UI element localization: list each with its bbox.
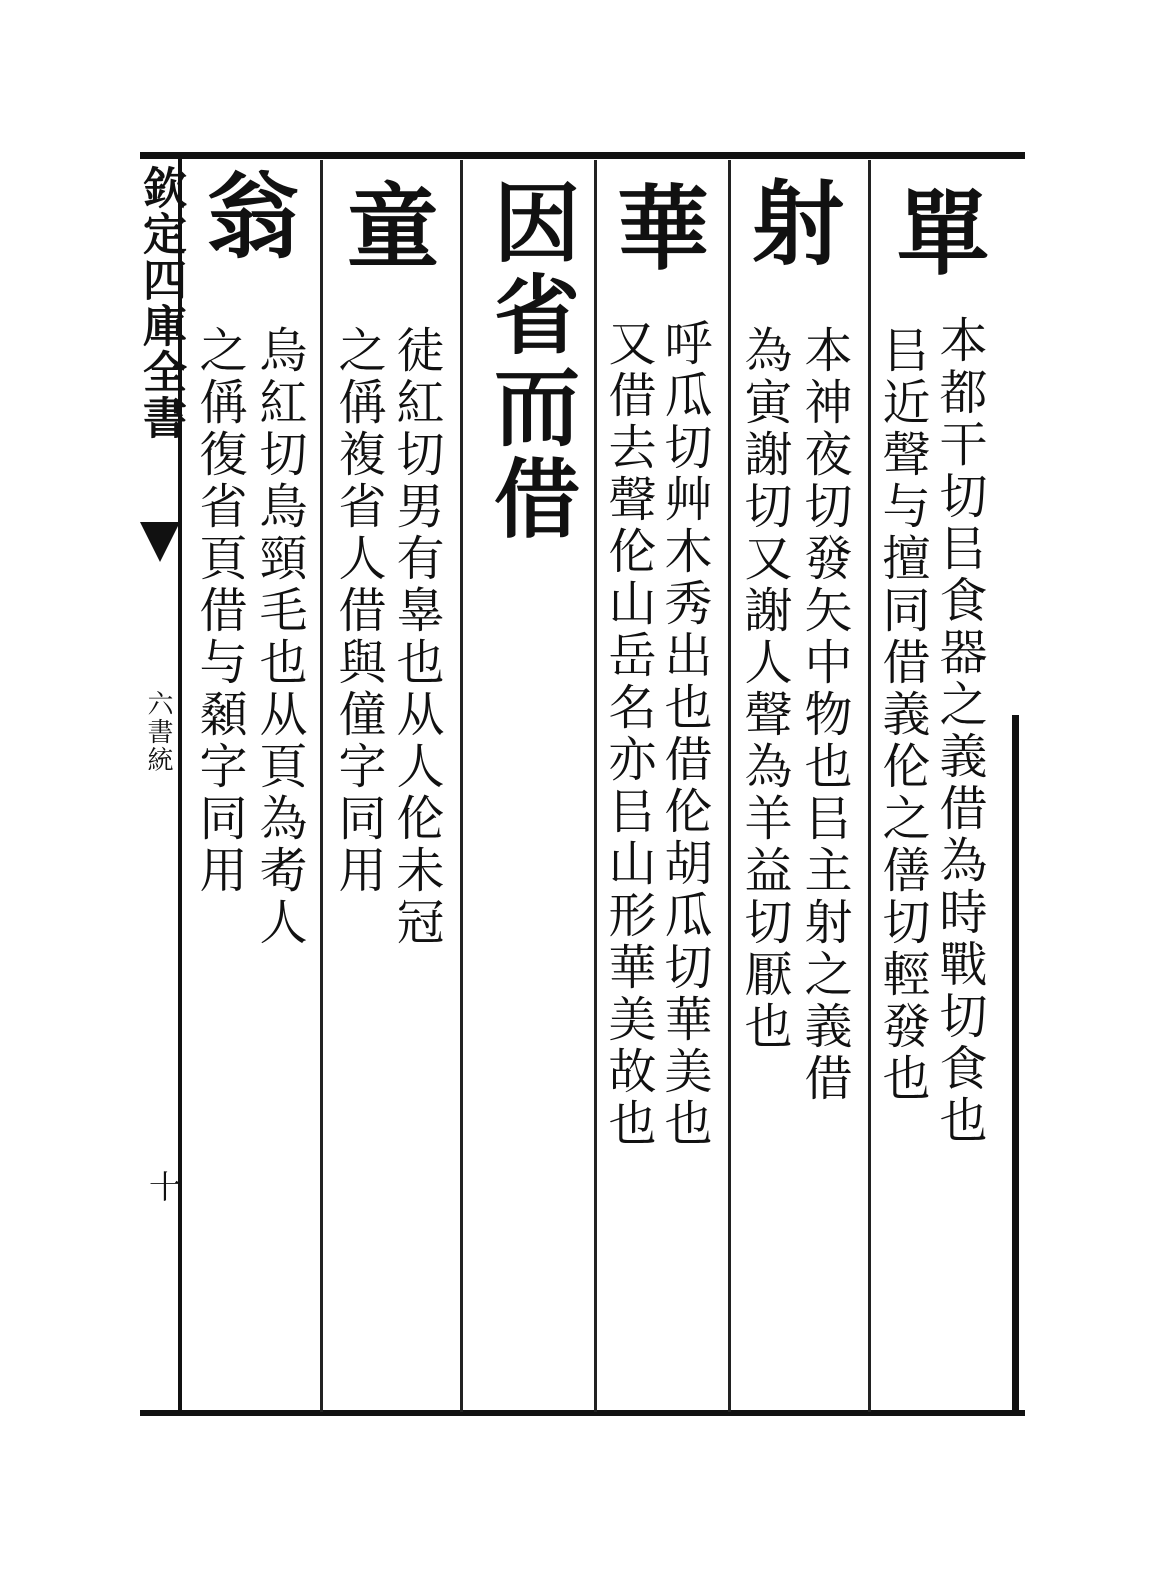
entry-text-line: 之偁復省頁借与顙字同用 (191, 325, 247, 897)
seal-character: 射 (737, 175, 845, 271)
book-title: 欽定四庫全書 (135, 165, 186, 441)
column-divider (594, 160, 597, 1412)
right-border (1012, 715, 1019, 1415)
seal-character: 翁 (192, 168, 300, 264)
entry-text-line: 本都干切㠯食器之義借為時戰切食也 (931, 315, 987, 1147)
top-border (140, 152, 1025, 159)
entry-text-line: 為寅謝切又謝人聲為羊益切厭也 (736, 325, 792, 1053)
entry-text-line: 之偁複省人借與僮字同用 (330, 325, 386, 897)
page-number: 十 (144, 1170, 182, 1202)
column-divider (320, 160, 323, 1412)
bottom-border (140, 1410, 1025, 1416)
entry-text-line: 烏紅切鳥頸毛也从頁為耇人 (251, 325, 307, 949)
entry-text-line: 又借去聲伦山岳名亦㠯山形華美故也 (600, 318, 656, 1150)
seal-character: 華 (602, 180, 710, 276)
seal-character: 單 (882, 185, 990, 281)
entry-text-line: 本神夜切發矢中物也㠯主射之義借 (796, 325, 852, 1105)
entry-text-line: 呼瓜切艸木秀出也借伦胡瓜切華美也 (656, 318, 712, 1150)
column-divider (728, 160, 731, 1412)
fish-tail-mark (140, 522, 180, 562)
book-subtitle: 六書統 (143, 690, 173, 774)
column-divider (460, 160, 463, 1412)
entry-text-line: 㠯近聲与擅同借義伦之僐切輕發也 (874, 325, 930, 1105)
column-divider (868, 160, 871, 1412)
section-heading: 因省而借 (479, 178, 580, 546)
seal-character: 童 (332, 178, 440, 274)
entry-text-line: 徒紅切男有辠也从人伦未冠 (388, 325, 444, 949)
